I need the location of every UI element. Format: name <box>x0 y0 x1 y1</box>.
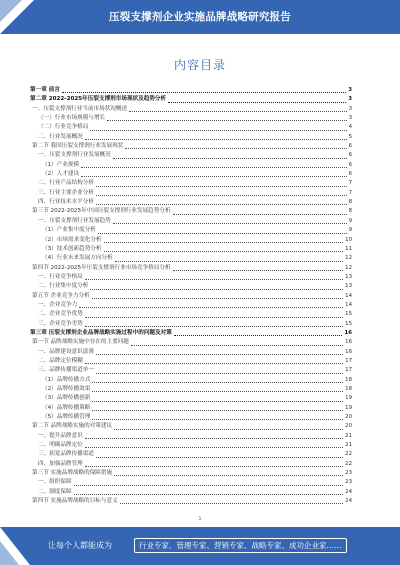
toc-entry[interactable] <box>30 86 352 95</box>
toc-entry[interactable] <box>30 357 352 366</box>
toc-entry-page: 4 <box>348 124 352 131</box>
toc-entry[interactable] <box>30 179 352 188</box>
toc-entry-page: 17 <box>345 367 352 374</box>
toc-entry[interactable] <box>30 151 352 160</box>
toc-entry[interactable] <box>30 413 352 422</box>
toc-entry-page: 16 <box>345 348 352 355</box>
toc-dot-leader <box>125 148 346 149</box>
toc-entry-title: 二、企业竞争优势 <box>38 311 83 318</box>
toc-entry[interactable] <box>30 338 352 347</box>
toc-entry-title: （1）产业集中度分析 <box>42 227 96 234</box>
toc-entry[interactable] <box>30 310 352 319</box>
toc-dot-leader <box>74 494 344 495</box>
toc-heading: 内容目录 <box>173 58 226 72</box>
toc-dot-leader <box>120 503 343 504</box>
toc-entry-title: 一、行业竞争格局 <box>38 273 83 280</box>
toc-dot-leader <box>92 298 343 299</box>
toc-dot-leader <box>81 176 346 177</box>
toc-entry[interactable] <box>30 497 352 506</box>
toc-dot-leader <box>113 223 347 224</box>
toc-entry-title: 一、压裂支撑剂行业发展概况 <box>38 152 111 159</box>
toc-entry-title: 第三章 压裂支撑剂企业品牌战略实施过程中的问题及对策 <box>30 329 172 336</box>
toc-entry-page: 23 <box>345 470 352 477</box>
toc-entry[interactable] <box>30 292 352 301</box>
table-of-contents <box>30 86 352 506</box>
toc-entry-page: 3 <box>348 87 352 93</box>
toc-dot-leader <box>104 242 344 243</box>
toc-dot-leader <box>85 326 343 327</box>
toc-entry-page: 21 <box>345 432 352 439</box>
toc-entry-title: 二、明确品牌定位 <box>38 442 83 449</box>
toc-dot-leader <box>74 485 344 486</box>
toc-entry-title: 二、行业产品结构分析 <box>38 180 94 187</box>
toc-entry-title: 二、行业集中度分析 <box>38 283 89 290</box>
toc-entry-page: 14 <box>345 292 352 299</box>
toc-entry-page: 8 <box>348 199 352 206</box>
toc-dot-leader <box>129 111 346 112</box>
toc-dot-leader <box>85 317 343 318</box>
toc-dot-leader <box>85 139 347 140</box>
toc-entry-title: 第三节 实施品牌战略的保障措施 <box>32 470 113 477</box>
toc-entry-title: 第二节 品牌战略实施的对策建议 <box>32 423 113 430</box>
toc-entry-title: 三、拓宽品牌传播渠道 <box>38 451 94 458</box>
toc-entry-title: 第三节 2022-2025年中国压裂支撑剂行业发展趋势分析 <box>32 208 171 215</box>
toc-entry[interactable] <box>30 264 352 273</box>
toc-dot-leader <box>113 158 347 159</box>
toc-entry[interactable] <box>30 161 352 170</box>
toc-entry[interactable] <box>30 254 352 263</box>
toc-entry-page: 6 <box>348 161 352 168</box>
toc-entry[interactable] <box>30 207 352 216</box>
toc-entry-page: 14 <box>345 301 352 308</box>
toc-entry-title: （4）行业未来发展方向分析 <box>42 255 113 262</box>
toc-dot-leader <box>85 447 343 448</box>
toc-entry-title: 二、品牌定位模糊 <box>38 357 83 364</box>
toc-entry[interactable] <box>30 488 352 497</box>
toc-dot-leader <box>131 345 343 346</box>
toc-entry-title: 一、组织保障 <box>38 479 72 486</box>
toc-entry[interactable] <box>30 301 352 310</box>
toc-entry[interactable] <box>30 422 352 431</box>
toc-dot-leader <box>85 279 343 280</box>
toc-entry-title: 第二节 我国压裂支撑剂行业发展现状 <box>32 143 124 150</box>
toc-entry-page: 17 <box>345 357 352 364</box>
toc-dot-leader <box>98 233 347 234</box>
toc-entry[interactable] <box>30 133 352 142</box>
toc-dot-leader <box>115 261 343 262</box>
toc-dot-leader <box>92 401 343 402</box>
toc-entry[interactable] <box>30 142 352 151</box>
toc-entry-page: 19 <box>345 404 352 411</box>
toc-entry[interactable] <box>30 189 352 198</box>
toc-dot-leader <box>85 438 343 439</box>
toc-entry-title: （3）技术创新趋势分析 <box>42 245 102 252</box>
toc-entry-page: 24 <box>345 488 352 495</box>
toc-entry[interactable] <box>30 105 352 114</box>
toc-entry-page: 5 <box>348 133 352 140</box>
toc-entry-title: 三、企业竞争劣势 <box>38 320 83 327</box>
toc-entry-title: （4）品牌传播策略 <box>42 404 91 411</box>
toc-entry[interactable] <box>30 450 352 459</box>
toc-entry-title: 三、行业主要企业分析 <box>38 189 94 196</box>
toc-entry[interactable] <box>30 385 352 394</box>
toc-entry[interactable] <box>30 245 352 254</box>
toc-entry-title: 第四节 实施品牌战略的目标与意义 <box>32 498 118 505</box>
toc-entry-title: 四、行业技术水平分析 <box>38 199 94 206</box>
toc-entry[interactable] <box>30 217 352 226</box>
toc-entry-title: 三、品牌传播渠道单一 <box>38 367 94 374</box>
toc-dot-leader <box>104 251 344 252</box>
toc-dot-leader <box>62 92 346 93</box>
toc-entry-page: 10 <box>345 236 352 243</box>
toc-entry-title: 第一节 品牌战略实施中存在的主要问题 <box>32 339 129 346</box>
toc-entry-title: （2）市场需求变化分析 <box>42 236 102 243</box>
toc-entry[interactable] <box>30 236 352 245</box>
toc-entry-page: 22 <box>345 451 352 458</box>
toc-entry[interactable] <box>30 394 352 403</box>
toc-entry[interactable] <box>30 226 352 235</box>
toc-entry-page: 18 <box>345 386 352 392</box>
toc-entry-page: 16 <box>344 329 352 336</box>
toc-entry-page: 21 <box>345 442 352 449</box>
toc-entry[interactable] <box>30 441 352 450</box>
toc-entry-title: （一）行业市场规模与增长 <box>38 115 106 122</box>
page-header <box>0 0 400 34</box>
toc-entry-page: 12 <box>345 255 352 262</box>
toc-entry[interactable] <box>30 329 352 338</box>
toc-dot-leader <box>85 466 343 467</box>
toc-dot-leader <box>92 410 343 411</box>
toc-entry[interactable] <box>30 432 352 441</box>
toc-entry-title: 一、提升品牌意识 <box>38 432 83 439</box>
toc-entry[interactable] <box>30 95 352 104</box>
toc-entry-title: 第四节 2022-2025年压裂支撑剂行业市场竞争格局分析 <box>32 264 171 271</box>
toc-dot-leader <box>114 429 343 430</box>
toc-dot-leader <box>92 391 343 392</box>
toc-entry[interactable] <box>30 469 352 478</box>
page-number: 1 <box>198 516 202 522</box>
toc-dot-leader <box>96 457 343 458</box>
toc-dot-leader <box>92 382 343 383</box>
toc-entry[interactable] <box>30 320 352 329</box>
toc-dot-leader <box>92 419 343 420</box>
toc-entry-title: （2）品牌传播效果 <box>42 386 91 392</box>
toc-entry[interactable] <box>30 348 352 357</box>
toc-entry-title: 一、压裂支撑剂行业当前市场状况概述 <box>32 105 128 112</box>
toc-entry-page: 8 <box>348 208 352 215</box>
toc-entry-title: 二、行业发展概况 <box>38 133 83 140</box>
toc-dot-leader <box>173 214 347 215</box>
toc-entry-page: 12 <box>345 264 352 271</box>
toc-entry[interactable] <box>30 114 352 123</box>
toc-entry-page: 20 <box>345 423 352 430</box>
page-footer <box>0 527 400 565</box>
toc-entry[interactable] <box>30 282 352 291</box>
toc-entry-page: 22 <box>345 460 352 467</box>
toc-dot-leader <box>114 475 343 476</box>
toc-entry-page: 3 <box>348 105 352 112</box>
footer-slogan: 让每个人都能成为 <box>48 541 112 550</box>
toc-entry-title: （1）品牌传播方式 <box>42 376 91 383</box>
toc-dot-leader <box>96 354 343 355</box>
toc-entry[interactable] <box>30 123 352 132</box>
toc-entry[interactable] <box>30 170 352 179</box>
toc-entry-page: 6 <box>348 143 352 150</box>
toc-entry-title: 二、制度保障 <box>38 488 72 495</box>
toc-entry-title: 一、企业竞争力 <box>38 301 78 308</box>
toc-dot-leader <box>173 270 344 271</box>
toc-dot-leader <box>79 307 343 308</box>
toc-dot-leader <box>90 130 346 131</box>
toc-entry[interactable] <box>30 404 352 413</box>
toc-entry-title: 第五节 企业竞争力分析 <box>32 292 90 299</box>
toc-entry-page: 18 <box>345 376 352 383</box>
toc-entry-page: 15 <box>345 311 352 318</box>
toc-entry-page: 3 <box>348 115 352 122</box>
toc-entry-page: 9 <box>348 217 352 224</box>
toc-entry[interactable] <box>30 460 352 469</box>
toc-dot-leader <box>81 167 346 168</box>
toc-dot-leader <box>90 289 343 290</box>
toc-entry-title: （2）人才建设 <box>42 171 80 178</box>
toc-entry-page: 9 <box>348 227 352 234</box>
toc-entry-title: （5）品牌传播管理 <box>42 414 91 421</box>
toc-dot-leader <box>96 373 343 374</box>
toc-dot-leader <box>174 335 343 336</box>
footer-experts-box: 行业专家、管理专家、营销专家、战略专家、成功企业家…… <box>134 538 347 553</box>
toc-dot-leader <box>107 120 346 121</box>
toc-dot-leader <box>96 195 347 196</box>
toc-dot-leader <box>85 363 343 364</box>
toc-entry-page: 16 <box>345 339 352 346</box>
toc-entry-title: （1）产业规模 <box>42 161 80 168</box>
toc-entry-page: 13 <box>345 283 352 290</box>
toc-entry-page: 7 <box>348 189 352 196</box>
toc-entry-page: 20 <box>345 414 352 421</box>
toc-entry-title: （二）行业竞争格局 <box>38 124 89 131</box>
toc-entry-page: 3 <box>348 96 352 103</box>
toc-entry-page: 7 <box>348 180 352 187</box>
toc-dot-leader <box>168 102 346 103</box>
toc-entry-title: （3）品牌传播创新 <box>42 395 91 402</box>
toc-entry-title: 第二章 2022-2025年压裂支撑剂市场现状及趋势分析 <box>30 96 167 103</box>
toc-entry-title: 四、加强品牌管理 <box>38 460 83 467</box>
toc-entry[interactable] <box>30 376 352 385</box>
toc-entry-page: 13 <box>345 273 352 280</box>
toc-dot-leader <box>96 186 347 187</box>
toc-dot-leader <box>96 204 347 205</box>
toc-entry-page: 6 <box>348 171 352 178</box>
toc-entry-page: 23 <box>345 479 352 486</box>
toc-entry-page: 19 <box>345 395 352 402</box>
toc-entry-page: 24 <box>345 498 352 505</box>
toc-entry[interactable] <box>30 198 352 207</box>
toc-entry[interactable] <box>30 366 352 375</box>
footer-corner-accent <box>0 541 19 565</box>
toc-entry-page: 11 <box>345 245 352 252</box>
toc-entry-title: 第一章 前言 <box>30 87 60 93</box>
toc-entry-page: 15 <box>345 320 352 327</box>
toc-entry[interactable] <box>30 478 352 487</box>
toc-entry-title: 一、品牌建设意识淡薄 <box>38 348 94 355</box>
toc-entry-title: 一、压裂支撑剂行业发展趋势 <box>38 217 111 224</box>
report-title: 压裂支撑剂企业实施品牌战略研究报告 <box>109 11 291 23</box>
toc-entry-page: 6 <box>348 152 352 159</box>
toc-entry[interactable] <box>30 273 352 282</box>
